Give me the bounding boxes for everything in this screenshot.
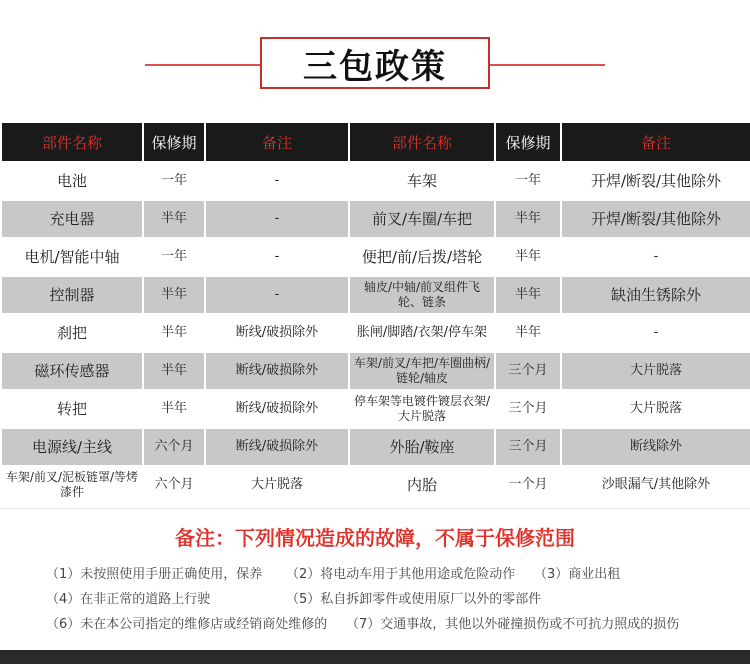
cell-part-right: 停车架等电镀件镀层衣架/大片脱落 [349,390,495,428]
exclusion-item: （7）交通事故，其他以外碰撞损伤或不可抗力照成的损伤 [346,617,680,632]
cell-period-right: 三个月 [495,390,561,428]
exclusion-item: （3）商业出租 [534,567,621,582]
cell-period-right: 半年 [495,314,561,352]
exclusion-line-3 [46,613,679,632]
cell-part-left: 转把 [1,390,143,428]
table-row [1,466,750,504]
exclusion-item: （2）将电动车用于其他用途或危险动作 [286,567,516,582]
cell-part-right: 车架/前叉/车把/车圈曲柄/链轮/轴皮 [349,352,495,390]
cell-period-left: 半年 [143,352,205,390]
cell-remark-right: 开焊/断裂/其他除外 [561,162,750,200]
cell-period-right: 三个月 [495,352,561,390]
header-remark-right: 备注 [561,122,750,162]
table-row [1,276,750,314]
cell-part-right: 车架 [349,162,495,200]
cell-part-left: 车架/前叉/泥板链罩/等烤漆件 [1,466,143,504]
cell-remark-left: 断线/破损除外 [205,390,349,428]
cell-period-left: 一年 [143,162,205,200]
cell-part-left: 刹把 [1,314,143,352]
table-row [1,162,750,200]
cell-period-right: 半年 [495,238,561,276]
exclusion-note-title: 备注：下列情况造成的故障，不属于保修范围 [175,526,575,550]
cell-remark-left: 断线/破损除外 [205,428,349,466]
exclusion-line-1 [46,563,620,582]
table-header-row [1,122,750,162]
cell-remark-left: 断线/破损除外 [205,352,349,390]
cell-period-right: 一年 [495,162,561,200]
cell-period-left: 一年 [143,238,205,276]
cell-part-right: 内胎 [349,466,495,504]
cell-period-right: 半年 [495,200,561,238]
warranty-table [0,121,750,505]
exclusion-item: （6）未在本公司指定的维修店或经销商处维修的 [46,617,328,632]
title-area [0,0,750,120]
cell-remark-left: - [205,162,349,200]
cell-remark-right: 断线除外 [561,428,750,466]
cell-part-left: 控制器 [1,276,143,314]
page-title: 三包政策 [260,37,490,89]
cell-period-right: 三个月 [495,428,561,466]
cell-part-left: 电机/智能中轴 [1,238,143,276]
header-remark-left: 备注 [205,122,349,162]
cell-remark-left: - [205,200,349,238]
cell-remark-left: - [205,276,349,314]
cell-period-left: 半年 [143,200,205,238]
table-row [1,352,750,390]
cell-part-left: 磁环传感器 [1,352,143,390]
cell-period-left: 半年 [143,276,205,314]
exclusion-item: （5）私自拆卸零件或使用原厂以外的零部件 [286,592,542,607]
table-row [1,390,750,428]
cell-part-right: 外胎/鞍座 [349,428,495,466]
cell-part-left: 电池 [1,162,143,200]
cell-remark-right: 大片脱落 [561,390,750,428]
cell-part-left: 充电器 [1,200,143,238]
cell-remark-right: 沙眼漏气/其他除外 [561,466,750,504]
table-row [1,200,750,238]
cell-period-left: 半年 [143,314,205,352]
header-period-left: 保修期 [143,122,205,162]
cell-period-right: 半年 [495,276,561,314]
cell-period-left: 六个月 [143,466,205,504]
table-row [1,314,750,352]
cell-remark-left: - [205,238,349,276]
exclusion-item: （1）未按照使用手册正确使用，保养 [46,567,263,582]
cell-remark-right: - [561,238,750,276]
header-part-name-right: 部件名称 [349,122,495,162]
section-divider [0,508,750,509]
cell-period-right: 一个月 [495,466,561,504]
cell-part-left: 电源线/主线 [1,428,143,466]
cell-part-right: 胀闸/脚踏/衣架/停车架 [349,314,495,352]
cell-period-left: 六个月 [143,428,205,466]
cell-remark-right: 开焊/断裂/其他除外 [561,200,750,238]
cell-part-right: 前叉/车圈/车把 [349,200,495,238]
cell-part-right: 便把/前/后拨/塔轮 [349,238,495,276]
cell-remark-left: 大片脱落 [205,466,349,504]
bottom-bar [0,650,750,664]
header-period-right: 保修期 [495,122,561,162]
cell-remark-right: - [561,314,750,352]
cell-remark-right: 缺油生锈除外 [561,276,750,314]
title-decor-line-left [145,64,260,66]
cell-remark-right: 大片脱落 [561,352,750,390]
cell-period-left: 半年 [143,390,205,428]
exclusion-item: （4）在非正常的道路上行驶 [46,592,211,607]
table-row [1,238,750,276]
table-row [1,428,750,466]
header-part-name-left: 部件名称 [1,122,143,162]
cell-part-right: 轴皮/中轴/前叉组件飞轮、链条 [349,276,495,314]
exclusion-line-2 [46,588,541,607]
title-decor-line-right [490,64,605,66]
cell-remark-left: 断线/破损除外 [205,314,349,352]
